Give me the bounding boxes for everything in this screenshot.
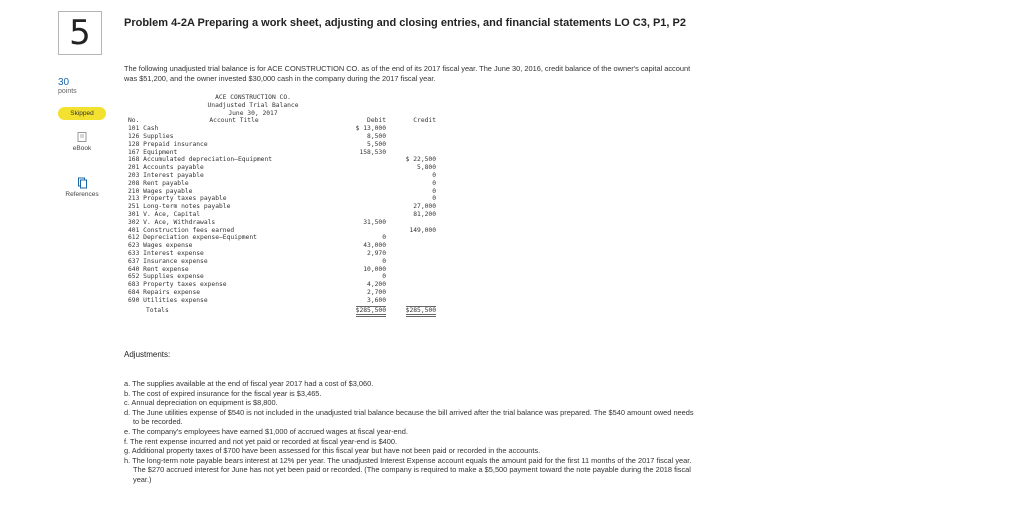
table-row xyxy=(128,258,438,266)
tb-account-cell: 683 Property taxes expense xyxy=(128,281,227,289)
list-item: d. The June utilities expense of $540 is not included in the unadjusted trial balance because the bill arrived after the trial balance was prepared. The $540 amount owed needs to be recorded. xyxy=(124,407,694,427)
adjustments-list xyxy=(124,379,694,485)
tb-debit-cell: 0 xyxy=(382,234,386,242)
tb-account-cell: 652 Supplies expense xyxy=(128,273,204,281)
tb-account-cell: 208 Rent payable xyxy=(128,179,189,187)
table-row xyxy=(128,281,438,289)
list-item: b. The cost of expired insurance for the fiscal year is $3,465. xyxy=(124,388,322,398)
table-row xyxy=(128,141,438,149)
tb-account-cell: 126 Supplies xyxy=(128,132,174,140)
list-item: e. The company's employees have earned $1,000 of accrued wages at fiscal year-end. xyxy=(124,426,408,436)
ebook-button[interactable] xyxy=(58,131,106,152)
table-row xyxy=(128,266,438,274)
table-row xyxy=(128,234,438,242)
tb-account-cell: 633 Interest expense xyxy=(128,249,204,257)
tb-account-cell: 168 Accumulated depreciation—Equipment xyxy=(128,156,273,164)
table-row xyxy=(128,289,438,297)
tb-debit-cell: 2,700 xyxy=(367,288,386,296)
tb-column-header xyxy=(128,117,438,125)
tb-rows xyxy=(128,125,438,304)
tb-debit-cell xyxy=(342,188,386,196)
tb-debit-cell: 4,200 xyxy=(367,281,386,289)
tb-debit-cell xyxy=(342,203,386,211)
tb-report-name: Unadjusted Trial Balance xyxy=(207,101,299,109)
tb-debit-cell: 2,970 xyxy=(367,249,386,257)
table-row xyxy=(128,297,438,305)
tb-debit-cell xyxy=(342,164,386,172)
table-row xyxy=(128,188,438,196)
tb-credit-cell xyxy=(386,133,436,141)
problem-title: Problem 4-2A Preparing a work sheet, adjusting and closing entries, and financial statements LO C3, P1, P2 xyxy=(124,17,686,29)
tb-credit-cell: 0 xyxy=(432,171,436,179)
tb-account-cell: 302 V. Ace, Withdrawals xyxy=(128,218,216,226)
tb-account-cell: 101 Cash xyxy=(128,125,159,133)
table-row xyxy=(128,219,438,227)
tb-credit-cell xyxy=(386,234,436,242)
tb-account-cell: 690 Utilities expense xyxy=(128,296,208,304)
table-row xyxy=(128,156,438,164)
points-label: points xyxy=(58,88,77,95)
tb-debit-cell: 5,500 xyxy=(367,140,386,148)
tb-credit-cell xyxy=(386,125,436,133)
tb-account-cell: 637 Insurance expense xyxy=(128,257,208,265)
points-value: 30 xyxy=(58,77,70,88)
tb-col-credit: Credit xyxy=(413,117,436,125)
tb-credit-cell xyxy=(386,149,436,157)
tb-debit-cell: 0 xyxy=(382,257,386,265)
tb-totals-row xyxy=(128,307,438,315)
adjustments-title: Adjustments: xyxy=(124,350,171,359)
tb-account-cell: 128 Prepaid insurance xyxy=(128,140,208,148)
tb-debit-cell xyxy=(342,195,386,203)
tb-account-cell: 167 Equipment xyxy=(128,148,178,156)
tb-col-debit: Debit xyxy=(367,117,386,125)
tb-credit-cell xyxy=(386,289,436,297)
tb-account-cell: 301 V. Ace, Capital xyxy=(128,210,201,218)
list-item: c. Annual depreciation on equipment is $8,800. xyxy=(124,398,278,408)
table-row xyxy=(128,195,438,203)
list-item: h. The long-term note payable bears interest at 12% per year. The unadjusted Interest Expense account equals the amount paid for the first 11 months of the 2017 fiscal year. The $270 accrued interest for June has not yet been paid or recorded. (The company is required to make a $5,500 payment toward the note payable during the 2018 fiscal year.) xyxy=(124,455,692,484)
tb-debit-cell xyxy=(342,211,386,219)
tb-account-cell: 684 Repairs expense xyxy=(128,288,201,296)
tb-credit-cell xyxy=(386,250,436,258)
tb-account-cell: 401 Construction fees earned xyxy=(128,226,235,234)
list-item: g. Additional property taxes of $700 have been assessed for this fiscal year but have not been paid or recorded in the accounts. xyxy=(124,446,541,456)
tb-credit-cell: 0 xyxy=(432,187,436,195)
tb-credit-cell xyxy=(386,281,436,289)
tb-col-title: Account Title xyxy=(209,117,259,125)
tb-totals-label: Totals xyxy=(146,306,169,314)
references-button[interactable] xyxy=(58,177,106,198)
tb-debit-cell xyxy=(342,172,386,180)
table-row xyxy=(128,164,438,172)
table-row xyxy=(128,211,438,219)
tb-debit-cell: 0 xyxy=(382,273,386,281)
table-row xyxy=(128,133,438,141)
tb-credit-cell xyxy=(386,219,436,227)
tb-account-cell: 203 Interest payable xyxy=(128,171,204,179)
tb-total-credit: $285,500 xyxy=(386,307,436,315)
book-icon xyxy=(76,131,88,143)
status-badge: Skipped xyxy=(58,107,106,120)
table-row xyxy=(128,203,438,211)
tb-debit-cell: $ 13,000 xyxy=(355,125,386,133)
tb-debit-cell: 8,500 xyxy=(367,132,386,140)
tb-credit-cell: 149,000 xyxy=(409,226,436,234)
tb-debit-cell: 158,530 xyxy=(359,148,386,156)
tb-debit-cell xyxy=(342,180,386,188)
tb-debit-cell: 3,600 xyxy=(367,296,386,304)
tb-credit-cell: 5,800 xyxy=(417,164,436,172)
list-item: f. The rent expense incurred and not yet paid or recorded at fiscal year-end is $400. xyxy=(124,436,398,446)
table-row xyxy=(128,149,438,157)
tb-account-cell: 201 Accounts payable xyxy=(128,164,204,172)
table-row xyxy=(128,250,438,258)
tb-credit-cell xyxy=(386,242,436,250)
references-label: References xyxy=(65,191,99,198)
tb-credit-cell: 27,000 xyxy=(413,203,436,211)
tb-credit-cell xyxy=(386,273,436,281)
trial-balance xyxy=(128,94,438,314)
tb-credit-cell: $ 22,500 xyxy=(405,156,436,164)
tb-credit-cell: 81,200 xyxy=(413,210,436,218)
tb-account-cell: 623 Wages expense xyxy=(128,242,193,250)
table-row xyxy=(128,180,438,188)
tb-credit-cell xyxy=(386,266,436,274)
tb-credit-cell: 0 xyxy=(432,195,436,203)
tb-account-cell: 213 Property taxes payable xyxy=(128,195,227,203)
tb-account-cell: 210 Wages payable xyxy=(128,187,193,195)
tb-credit-cell: 0 xyxy=(432,179,436,187)
table-row xyxy=(128,273,438,281)
tb-header-titles xyxy=(128,117,342,125)
question-number: 5 xyxy=(58,11,102,55)
tb-debit-cell: 43,000 xyxy=(363,242,386,250)
tb-company: ACE CONSTRUCTION CO. xyxy=(215,94,291,101)
table-row xyxy=(128,227,438,235)
tb-credit-cell xyxy=(386,141,436,149)
references-icon xyxy=(76,177,88,189)
table-row xyxy=(128,242,438,250)
ebook-label: eBook xyxy=(72,145,92,152)
tb-col-no: No. xyxy=(128,117,140,125)
tb-date: June 30, 2017 xyxy=(228,109,278,117)
tb-debit-cell: 31,500 xyxy=(363,218,386,226)
table-row xyxy=(128,125,438,133)
table-row xyxy=(128,172,438,180)
problem-intro: The following unadjusted trial balance is for ACE CONSTRUCTION CO. as of the end of its 2017 fiscal year. The June 30, 2016, credit balance of the owner's capital account was $51,200, and the owner invested $30,000 cash in the company during the 2017 fiscal year. xyxy=(124,64,691,83)
tb-credit-cell xyxy=(386,258,436,266)
list-item: a. The supplies available at the end of fiscal year 2017 had a cost of $3,060. xyxy=(124,379,374,388)
tb-account-cell: 251 Long-term notes payable xyxy=(128,203,231,211)
tb-debit-cell xyxy=(342,156,386,164)
tb-credit-cell xyxy=(386,297,436,305)
tb-account-cell: 640 Rent expense xyxy=(128,265,189,273)
tb-total-debit: $285,500 xyxy=(342,307,386,315)
tb-debit-cell: 10,000 xyxy=(363,265,386,273)
tb-account-cell: 612 Depreciation expense—Equipment xyxy=(128,234,257,242)
tb-debit-cell xyxy=(342,227,386,235)
